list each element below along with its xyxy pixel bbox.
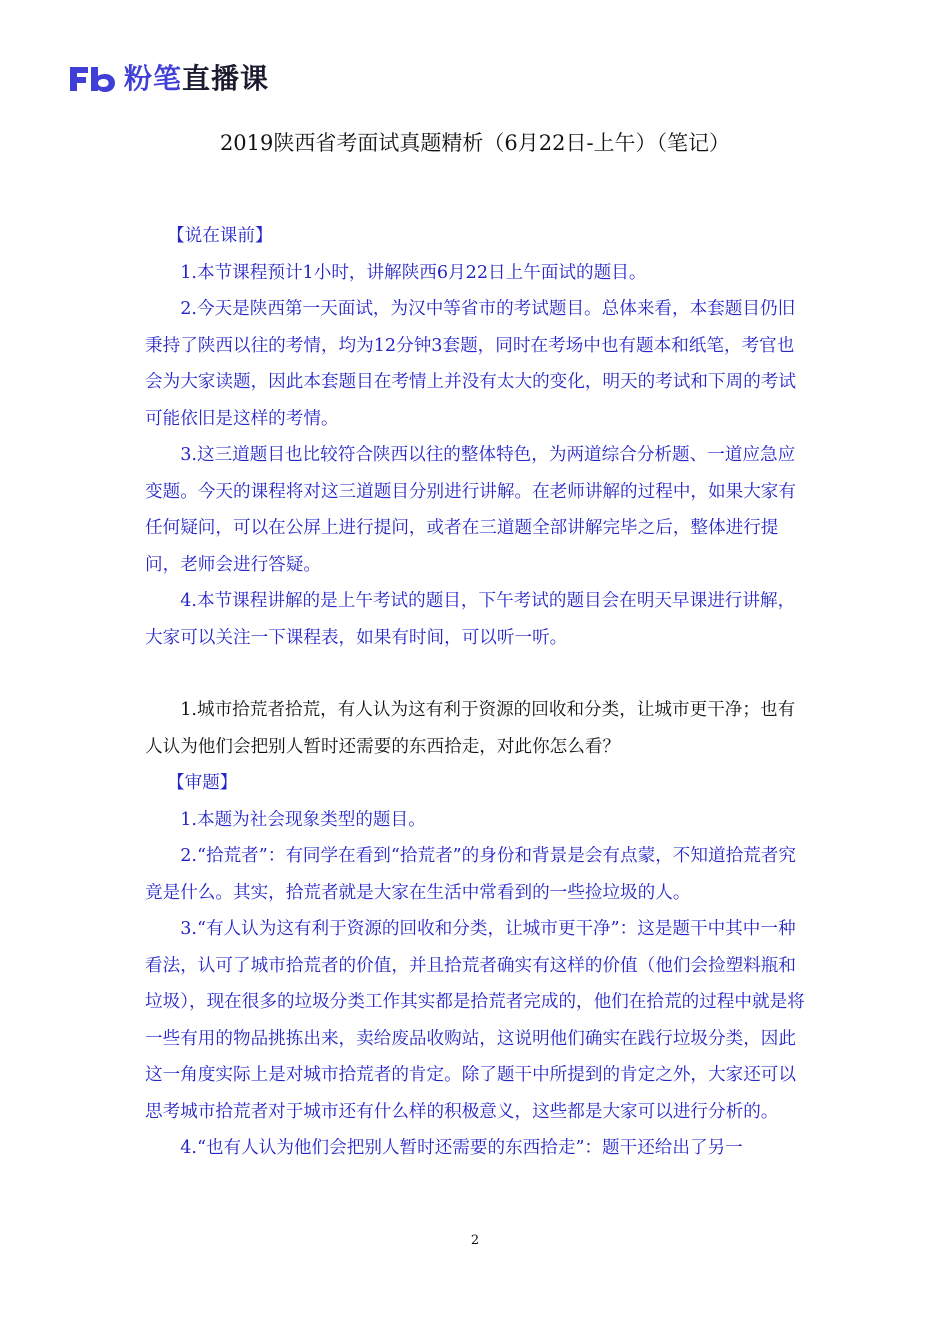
review-item: 2.“拾荒者”：有同学在看到“拾荒者”的身份和背景是会有点蒙，不知道拾荒者究竟是什么。其实，拾荒者就是大家在生活中常看到的一些捡垃圾的人。 (145, 846, 796, 903)
brand-name-part1: 粉笔 (124, 62, 183, 95)
intro-heading: 【说在课前】 (167, 226, 273, 246)
intro-item: 3.这三道题目也比较符合陕西以往的整体特色，为两道综合分析题、一道应急应变题。今天的课程将对这三道题目分别进行讲解。在老师讲解的过程中，如果大家有任何疑问，可以在公屏上进行提问，或者在三道题全部讲解完毕之后，整体进行提问，老师会进行答疑。 (145, 445, 796, 575)
document-body (145, 218, 808, 1167)
fb-logo-icon (66, 64, 118, 94)
brand-name (124, 62, 269, 96)
intro-item: 2.今天是陕西第一天面试，为汉中等省市的考试题目。总体来看，本套题目仍旧秉持了陕西以往的考情，均为12分钟3套题，同时在考场中也有题本和纸笔，考官也会为大家读题，因此本套题目在考情上并没有太大的变化，明天的考试和下周的考试可能依旧是这样的考情。 (145, 299, 796, 429)
document-title: 2019陕西省考面试真题精析（6月22日-上午）（笔记） (219, 131, 731, 155)
brand-name-part2: 直播课 (182, 62, 270, 95)
brand-logo (66, 62, 269, 96)
review-item: 4.“也有人认为他们会把别人暂时还需要的东西拾走”：题干还给出了另一 (180, 1138, 743, 1158)
section-gap (145, 656, 808, 692)
question-text: 1.城市拾荒者拾荒，有人认为这有利于资源的回收和分类，让城市更干净；也有人认为他们会把别人暂时还需要的东西拾走，对此你怎么看？ (145, 700, 796, 757)
review-item: 1.本题为社会现象类型的题目。 (180, 809, 426, 830)
intro-item: 4.本节课程讲解的是上午考试的题目，下午考试的题目会在明天早课进行讲解，大家可以关注一下课程表，如果有时间，可以听一听。 (145, 591, 796, 648)
review-item: 3.“有人认为这有利于资源的回收和分类，让城市更干净”：这是题干中其中一种看法，认可了城市拾荒者的价值，并且拾荒者确实有这样的价值（他们会捡塑料瓶和垃圾），现在很多的垃圾分类工作其实都是拾荒者完成的，他们在拾荒的过程中就是将一些有用的物品挑拣出来，卖给废品收购站，这说明他们确实在践行垃圾分类，因此这一角度实际上是对城市拾荒者的肯定。除了题干中所提到的肯定之外，大家还可以思考城市拾荒者对于城市还有什么样的积极意义，这些都是大家可以进行分析的。 (145, 919, 805, 1122)
page-number: 2 (470, 1233, 480, 1248)
review-heading: 【审题】 (167, 773, 238, 793)
intro-item: 1.本节课程预计1小时，讲解陕西6月22日上午面试的题目。 (180, 262, 647, 283)
